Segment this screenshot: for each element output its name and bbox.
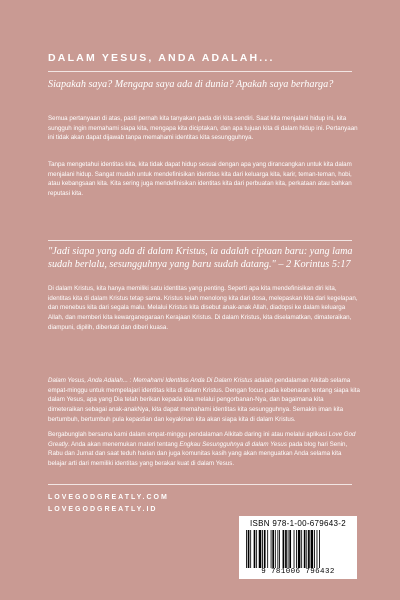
barcode-bar <box>277 530 278 568</box>
divider-middle <box>48 240 352 241</box>
barcode-bar <box>301 530 302 568</box>
barcode-bar <box>288 530 289 568</box>
barcode-bar <box>283 530 285 568</box>
barcode-bar <box>259 530 262 568</box>
invitation-text-a: Bergabunglah bersama kami dalam empat-minggu pendalaman Alkitab daring ini atau melalui aplikasi <box>48 431 329 438</box>
paragraph-invitation <box>48 430 360 469</box>
app-name-italic: Love God Greatly <box>48 431 356 448</box>
barcode-bar <box>311 530 314 568</box>
divider-bottom <box>48 484 352 485</box>
barcode-bar <box>308 530 310 568</box>
invitation-text-c: pada blog hari Senin, Rabu dan Jumat dan saat teduh harian dan juga komunitas kasih yang akan menguatkan Anda selama kita belajar arti dari memiliki identitas yang berakar kuat di dalam Yesus. <box>48 440 348 468</box>
barcode-bar <box>256 530 257 568</box>
paragraph-identity: Tanpa mengetahui identitas kita, kita tidak dapat hidup sesuai dengan apa yang dirancangkan untuk kita dalam menjalani hidup. Sangat mudah untuk mendefinisikan identitas kita dari keluarga kita, karir, teman-teman, hobi, atau kebangsaan kita. Kita sering juga mendefinisikan identitas kita dari perbuatan kita, perkataan atau bahkan reputasi kita. <box>48 161 352 198</box>
barcode-bar <box>319 530 320 568</box>
barcode-bar <box>246 530 247 568</box>
paragraph-intro: Semua pertanyaan di atas, pasti pernah kita tanyakan pada diri kita sendiri. Saat kita menjalani hidup ini, kita sungguh ingin memahami siapa kita, mengapa kita diciptakan, dan apa tujuan kita di dalam hidup ini. Pertanyaan ini tidak akan dapat dijawab tanpa memahami identitas kita sesungguhnya. <box>48 115 358 142</box>
paragraph-in-christ: Di dalam Kristus, kita hanya memiliki satu identitas yang penting. Seperti apa kita mendefinisikan diri kita, identitas kita di dalam Kristus tetap sama. Kristus telah menolong kita dari dosa, melepaskan kita dari kegelapan, dan menebus kita dari segala malu. Melalui Kristus kita disebut anak-anak Allah, diadopsi ke dalam keluarga Allah, dan memberi kita kewarganegaraan Kerajaan Kristus. Di dalam Kristus, kita diselamatkan, dimateraikan, diampuni, dipilih, diberkati dan diberi kuasa. <box>48 285 358 331</box>
material-title-italic: Engkau Sesungguhnya di dalam Yesus <box>179 440 287 448</box>
barcode-bar <box>296 530 297 568</box>
barcode-bar <box>314 530 315 568</box>
barcode-bar <box>298 530 301 568</box>
barcode-bar <box>250 530 251 568</box>
barcode-bar <box>294 530 295 568</box>
study-description-text: adalah pendalaman Alkitab selama empat-minggu untuk mempelajari identitas kita di dalam Kristus. Dengan focus pada kebenaran tentang siapa kita dalam Yesus, apa yang Dia telah berikan kepada kita melalui pengorbanan-Nya, dan bagaimana kita dimeteraikan sebagai anak-anakNya, kita dapat memahami identitas kita sesungguhnya. Semakin iman kita bertumbuh, bertumbuh pula kepastian dan keyakinan kita akan siapa kita di dalam Kristus. <box>48 377 360 423</box>
barcode-digits: 9 781006 796432 <box>261 568 335 576</box>
barcode-bar <box>267 530 268 568</box>
website-link-id[interactable]: LOVEGODGREATLY.ID <box>48 506 158 513</box>
barcode-bar <box>306 530 307 568</box>
barcode-bar <box>271 530 272 568</box>
book-title-italic: Dalam Yesus, Anda Adalah... : Memahami Identitas Anda Di Dalam Kristus <box>48 377 253 384</box>
barcode-bar <box>317 530 318 568</box>
barcode-bar <box>289 530 291 568</box>
barcode-graphic <box>246 530 350 568</box>
barcode-bar <box>285 530 287 568</box>
page-title: DALAM YESUS, ANDA ADALAH... <box>48 52 275 64</box>
barcode-bar <box>304 530 306 568</box>
lead-question: Siapakah saya? Mengapa saya ada di dunia? Apakah saya berharga? <box>48 79 334 90</box>
website-link-com[interactable]: LOVEGODGREATLY.COM <box>48 494 169 501</box>
scripture-quote: "Jadi siapa yang ada di dalam Kristus, ia adalah ciptaan baru: yang lama sudah berlalu, sesungguhnya yang baru sudah datang." – 2 Korintus 5:17 <box>48 246 353 270</box>
barcode-bar <box>262 530 263 568</box>
isbn-label: ISBN 978-1-00-679643-2 <box>250 519 346 528</box>
invitation-text-b: . Anda akan menemukan materi tentang <box>67 440 180 448</box>
barcode-bar <box>264 530 266 568</box>
barcode-bar <box>279 530 280 568</box>
divider-top <box>48 71 352 72</box>
barcode-bar <box>254 530 256 568</box>
barcode-bar <box>275 530 276 568</box>
barcode-bar <box>248 530 250 568</box>
paragraph-study-description <box>48 376 360 425</box>
isbn-barcode <box>239 516 357 579</box>
barcode-bar <box>272 530 274 568</box>
